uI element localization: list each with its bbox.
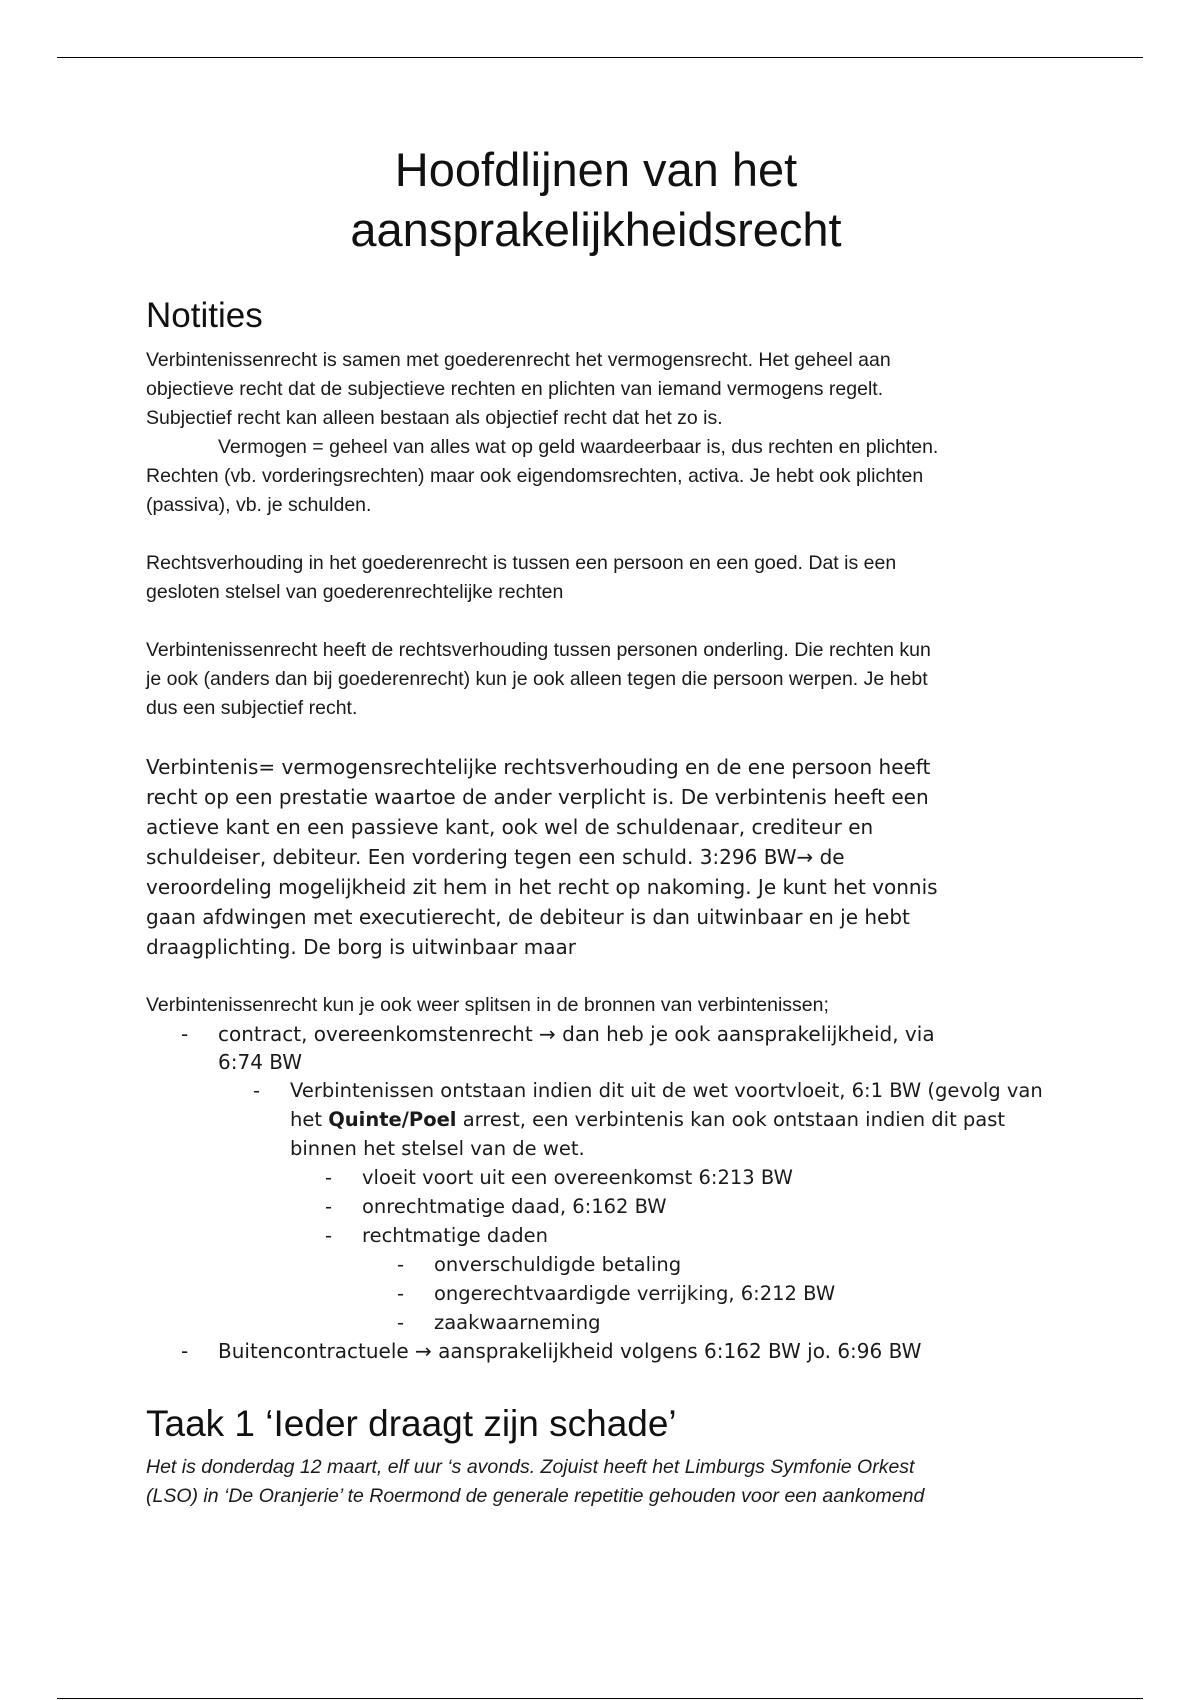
list-item-contract: - contract, overeenkomstenrecht → dan heb je ook aansprakelijkheid, via 6:74 BW - Verbintenissen ontstaan indien dit uit de wet voortvloeit, 6:1 BW (gevolg van het Quinte/Poel arrest, een verbintenis kan ook ontstaan indien dit past binnen het stelsel van de wet. - vloeit voort uit een overeenkomst 6:213 BW - onrechtmatige daad, 6:162 BW - rechtmatige daden - onverschuldigde betaling - ongerechtvaardigde verrijking, 6:212 BW - zaakwaarneming xyxy=(218,1020,1046,1337)
paragraph-verbintenis-definition: Verbintenis= vermogensrechtelijke rechtsverhouding en de ene persoon heeft recht op een prestatie waartoe de ander verplicht is. De verbintenis heeft een actieve kant en een passieve kant, ook wel de schuldenaar, crediteur en schuldeiser, debiteur. Een vordering tegen een schuld. 3:296 BW→ de veroordeling mogelijkheid zit hem in het recht op nakoming. Je kunt het vonnis gaan afdwingen met executierecht, de debiteur is dan uitwinbaar en je hebt draagplichting. De borg is uitwinbaar maar xyxy=(146,755,938,959)
list-item-zaakwaarneming: - zaakwaarneming xyxy=(434,1308,1046,1337)
section-heading-task-1: Taak 1 ‘Ieder draagt zijn schade’ xyxy=(146,1403,677,1444)
sublist-rechtmatige-daden xyxy=(362,1250,1046,1337)
list-item-rechtmatige-daden: - rechtmatige daden - onverschuldigde betaling - ongerechtvaardigde verrijking, 6:212 BW - zaakwaarneming xyxy=(362,1221,1046,1337)
bottom-rule xyxy=(57,1698,1143,1699)
document-body xyxy=(146,140,1046,1511)
top-rule xyxy=(57,57,1143,58)
task-intro-paragraph: Het is donderdag 12 maart, elf uur ‘s avonds. Zojuist heeft het Limburgs Symfonie Orkest (LSO) in ‘De Oranjerie’ te Roermond de generale repetitie gehouden voor een aankomend xyxy=(146,1456,925,1507)
list-item-onverschuldigde-betaling: - onverschuldigde betaling xyxy=(434,1250,1046,1279)
sources-list xyxy=(146,1020,1046,1365)
sublist-bronnen xyxy=(290,1163,1046,1337)
list-item-overeenkomst: - vloeit voort uit een overeenkomst 6:213 BW xyxy=(362,1163,1046,1192)
paragraph-goederenrecht: Rechtsverhouding in het goederenrecht is tussen een persoon en een goed. Dat is een gesloten stelsel van goederenrechtelijke rechten xyxy=(146,552,897,603)
paragraph-vermogensrecht: Verbintenissenrecht is samen met goederenrecht het vermogensrecht. Het geheel aan objectieve recht dat de subjectieve rechten en plichten van iemand vermogens regelt. Subjectief recht kan alleen bestaan als objectief recht dat het zo is. Vermogen = geheel van alles wat op geld waardeerbaar is, dus rechten en plichten. Rechten (vb. vorderingsrechten) maar ook eigendomsrechten, activa. Je hebt ook plichten (passiva), vb. je schulden. xyxy=(146,349,939,516)
list-item-onrechtmatige-daad: - onrechtmatige daad, 6:162 BW xyxy=(362,1192,1046,1221)
section-heading-notes: Notities xyxy=(146,296,263,335)
document-title: Hoofdlijnen van het aansprakelijkheidsrecht xyxy=(350,143,842,256)
sublist-wet xyxy=(218,1076,1046,1337)
list-item-ongerechtvaardigde-verrijking: - ongerechtvaardigde verrijking, 6:212 BW xyxy=(434,1279,1046,1308)
list-item-buitencontractuele: - Buitencontractuele → aansprakelijkheid volgens 6:162 BW jo. 6:96 BW xyxy=(218,1337,1046,1365)
paragraph-verbintenissenrecht: Verbintenissenrecht heeft de rechtsverhouding tussen personen onderling. Die rechten kun je ook (anders dan bij goederenrecht) kun je ook alleen tegen die persoon werpen. Je hebt dus een subjectief recht. xyxy=(146,639,931,719)
list-item-verbintenissen-wet: - Verbintenissen ontstaan indien dit uit de wet voortvloeit, 6:1 BW (gevolg van het Quinte/Poel arrest, een verbintenis kan ook ontstaan indien dit past binnen het stelsel van de wet. - vloeit voort uit een overeenkomst 6:213 BW - onrechtmatige daad, 6:162 BW - rechtmatige daden - onverschuldigde betaling - ongerechtvaardigde verrijking, 6:212 BW - zaakwaarneming xyxy=(290,1076,1046,1337)
paragraph-bronnen: Verbintenissenrecht kun je ook weer splitsen in de bronnen van verbintenissen; xyxy=(146,994,829,1016)
